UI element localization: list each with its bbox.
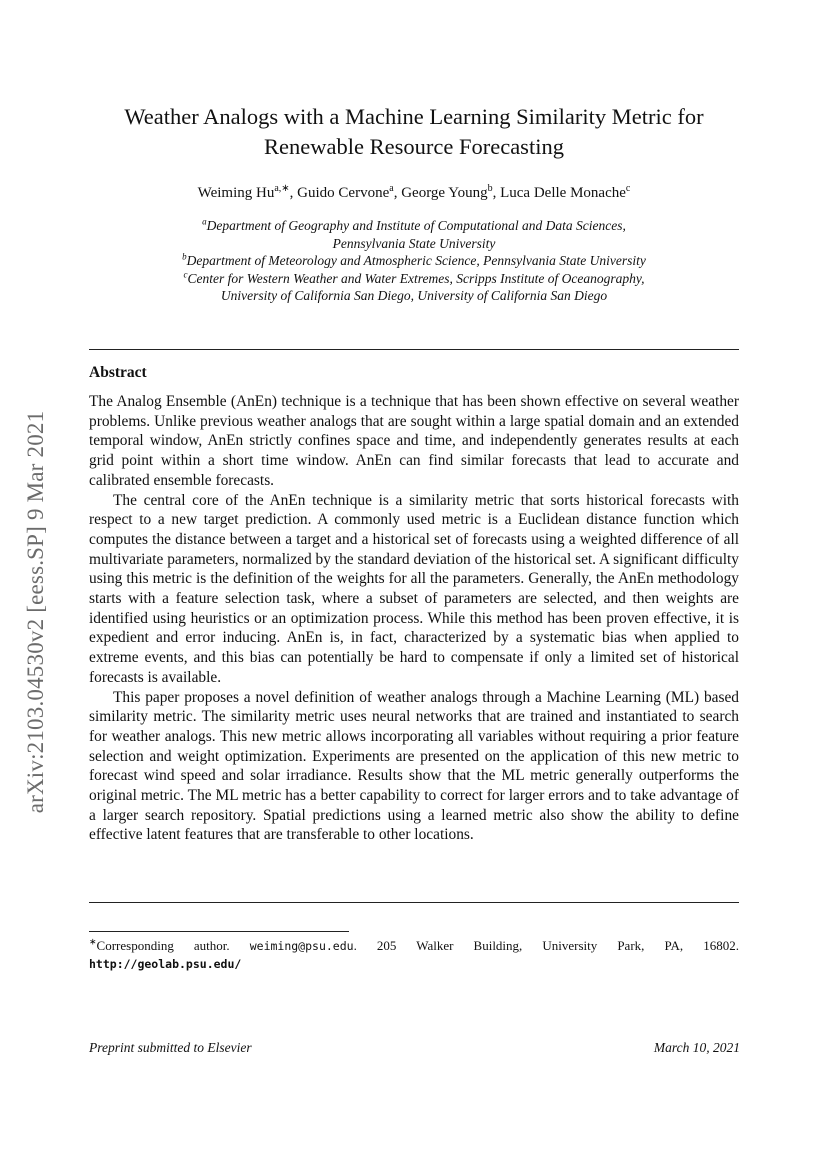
preprint-date: March 10, 2021: [653, 1040, 740, 1055]
paper-title: [89, 102, 739, 162]
affiliation-c-line-2: University of California San Diego, University of California San Diego: [220, 288, 608, 304]
title-line-2: Renewable Resource Forecasting: [264, 134, 564, 159]
affiliation-mark: c: [183, 269, 188, 280]
preprint-notice: Preprint submitted to Elsevier: [89, 1040, 252, 1055]
author-affiliation-mark: b: [487, 183, 493, 194]
abstract-body: [89, 392, 739, 845]
affiliation-mark: a: [202, 216, 207, 227]
title-line-1: Weather Analogs with a Machine Learning Similarity Metric for: [124, 104, 704, 129]
footnote-text: Corresponding author.: [96, 938, 250, 953]
author: [401, 185, 500, 201]
affiliation-a-line-2: Pennsylvania State University: [332, 235, 496, 251]
affiliation-a-line-1: $^a$Department of Geography and Institute of Computational and Data Sciences,: [202, 216, 626, 233]
footnote-address: . 205 Walker Building, University Park, PA, 16802.: [353, 938, 739, 953]
affiliation-mark: b: [182, 251, 187, 262]
author-separator: ,: [289, 185, 298, 201]
author-separator: ,: [492, 185, 501, 201]
email-link[interactable]: weiming@psu.edu: [249, 939, 354, 953]
author-separator: ,: [393, 185, 402, 201]
abstract-paragraph: The Analog Ensemble (AnEn) technique is a technique that has been shown effective on several weather problems. Unlike previous weather analogs that are sought within a large spatial domain and an extended temporal window, AnEn strictly confines space and time, and independently generates results at each grid point within a short time window. AnEn can find similar forecasts that lead to accurate and calibrated ensemble forecasts.: [89, 393, 739, 489]
affiliation-c-line-1: $^c$Center for Western Weather and Water Extremes, Scripps Institute of Oceanography,: [183, 269, 645, 286]
affiliation-list: [89, 217, 739, 305]
abstract-heading: Abstract: [89, 364, 147, 381]
author-name: George Young: [401, 185, 488, 201]
abstract-paragraph: This paper proposes a novel definition of weather analogs through a Machine Learning (ML) based similarity metric. The similarity metric uses neural networks that are trained and instantiated to search for weather analogs. This new metric allows incorporating all variables without requiring a prior feature selection and weight optimization. Experiments are presented on the application of this new metric to forecast wind speed and solar irradiance. Results show that the ML metric generally outperforms the original metric. The ML metric has a better capability to correct for larger errors and to take advantage of a larger search repository. Spatial predictions using a learned metric also show the ability to define effective latent features that are transferable to other locations.: [89, 688, 739, 844]
author-list: [89, 183, 739, 203]
corresponding-author-footnote: [89, 937, 739, 973]
affiliation-b-line-1: $^b$Department of Meteorology and Atmospheric Science, Pennsylvania State University: [182, 251, 646, 269]
author-name: Weiming Hu: [197, 185, 275, 201]
abstract-top-rule: [89, 349, 739, 350]
author-name: Luca Delle Monache: [500, 185, 626, 201]
author-affiliation-mark: c: [625, 183, 631, 194]
website-link[interactable]: http://geolab.psu.edu/: [89, 957, 242, 971]
abstract-paragraph: The central core of the AnEn technique is a similarity metric that sorts historical forecasts with respect to a new target prediction. A commonly used metric is a Euclidean distance function which computes the distance between a target and a historical set of forecasts using a weighted difference of all multivariate parameters, normalized by the standard deviation of the historical set. A significant difficulty using this metric is the definition of the weights for all the parameters. Generally, the AnEn methodology starts with a feature selection task, where a subset of parameters are selected, and then weights are identified using heuristics or an optimization process. While this method has been proven effective, it is expedient and error inducing. AnEn is, in fact, characterized by a systematic bias when applied to extreme events, and this bias can potentially be hard to compensate if only a limited set of historical forecasts is available.: [89, 491, 739, 686]
author: [500, 185, 630, 201]
author-name: Guido Cervone: [297, 185, 390, 201]
abstract-bottom-rule: [89, 902, 739, 903]
author-affiliation-mark: a,∗: [274, 183, 290, 194]
author-affiliation-mark: a: [389, 183, 394, 194]
footnote-rule: [89, 931, 349, 932]
author: [297, 185, 401, 201]
arxiv-stamp: [14, 367, 58, 857]
author: [198, 185, 298, 201]
arxiv-stamp-text: arXiv:2103.04530v2 [eess.SP] 9 Mar 2021: [23, 410, 48, 814]
footnote-mark: ∗: [89, 936, 97, 947]
